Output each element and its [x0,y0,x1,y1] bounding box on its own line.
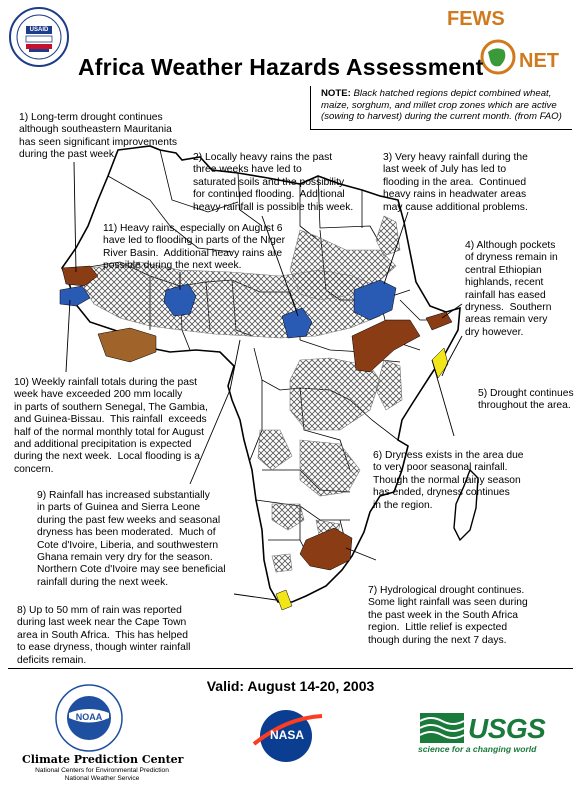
annotation-11: 11) Heavy rains, especially on August 6 have led to flooding in parts of the Niger River Basin. Additional heavy rains are possible during the next week. [103,223,286,272]
noaa-label: NOAA [75,712,103,722]
note-label: NOTE: [321,88,351,99]
hazard-9-ivory-coast-dryness [98,328,156,362]
annotation-9: 9) Rainfall has increased substantially in parts of Guinea and Sierra Leone during the past few weeks and seasonal dryness has been moderated. Much of Cote d'Ivoire, Liberia, and southwestern Ghana remain very dry for the season. Northern Cote d'Ivoire may see beneficial rainfall during the next week. [37,490,226,588]
fews-logo-text: FEWS [447,8,505,30]
annotation-2: 2) Locally heavy rains the past three weeks have led to saturated soils and the possibility for continued flooding. Additional heavy rainfall is possible this week. [193,152,354,213]
footer-divider [8,668,573,669]
annotation-3: 3) Very heavy rainfall during the last week of July has led to flooding in the area. Continued heavy rains in headwater areas may cause additional problems. [383,152,528,213]
cpc-subtitle-line-2: National Weather Service [64,775,140,782]
cpc-subtitle [22,767,182,783]
annotation-5: 5) Drought continues throughout the area. [478,388,574,412]
annotation-6: 6) Dryness exists in the area due to very poor seasonal rainfall. Though the normal rainy season has ended, dryness continues in the region. [373,450,524,511]
usgs-tagline: science for a changing world [418,744,537,754]
nasa-label: NASA [269,728,304,742]
note-text: Black hatched regions depict combined wheat, maize, sorghum, and millet crop zones which are active (sowing to harvest) during the current month. (from FAO) [321,88,562,123]
cpc-subtitle-line-1: National Centers for Environmental Prediction [35,767,169,774]
annotation-4: 4) Although pockets of dryness remain in central Ethiopian highlands, recent rainfall has eased dryness. Southern areas remain very dry however. [465,240,558,338]
annotation-8: 8) Up to 50 mm of rain was reported during last week near the Cape Town area in South Africa. This has helped to ease dryness, though winter rainfall deficits remain. [17,605,191,666]
annotation-1: 1) Long-term drought continues although southeastern Mauritania has seen significant improvements during the past week. [19,112,177,161]
annotation-10: 10) Weekly rainfall totals during the past week have exceeded 200 mm locally in parts of southern Senegal, The Gambia, and Guinea-Bissau. This rainfall exceeds half of the normal monthly total for August and additional precipitation is expected during the next week. Local flooding is a concern. [14,377,208,475]
valid-dates: Valid: August 14-20, 2003 [206,678,375,694]
usgs-wave-icon [420,713,464,743]
page-title: Africa Weather Hazards Assessment [78,54,484,80]
cpc-title: Climate Prediction Center [22,753,184,766]
net-logo-text: NET [519,50,559,72]
annotation-7: 7) Hydrological drought continues. Some light rainfall was seen during the past week in the South Africa region. Little relief is expected though during the next 7 days. [368,585,528,646]
usaid-label: USAID [29,27,49,33]
usgs-logo-text: USGS [468,713,546,744]
